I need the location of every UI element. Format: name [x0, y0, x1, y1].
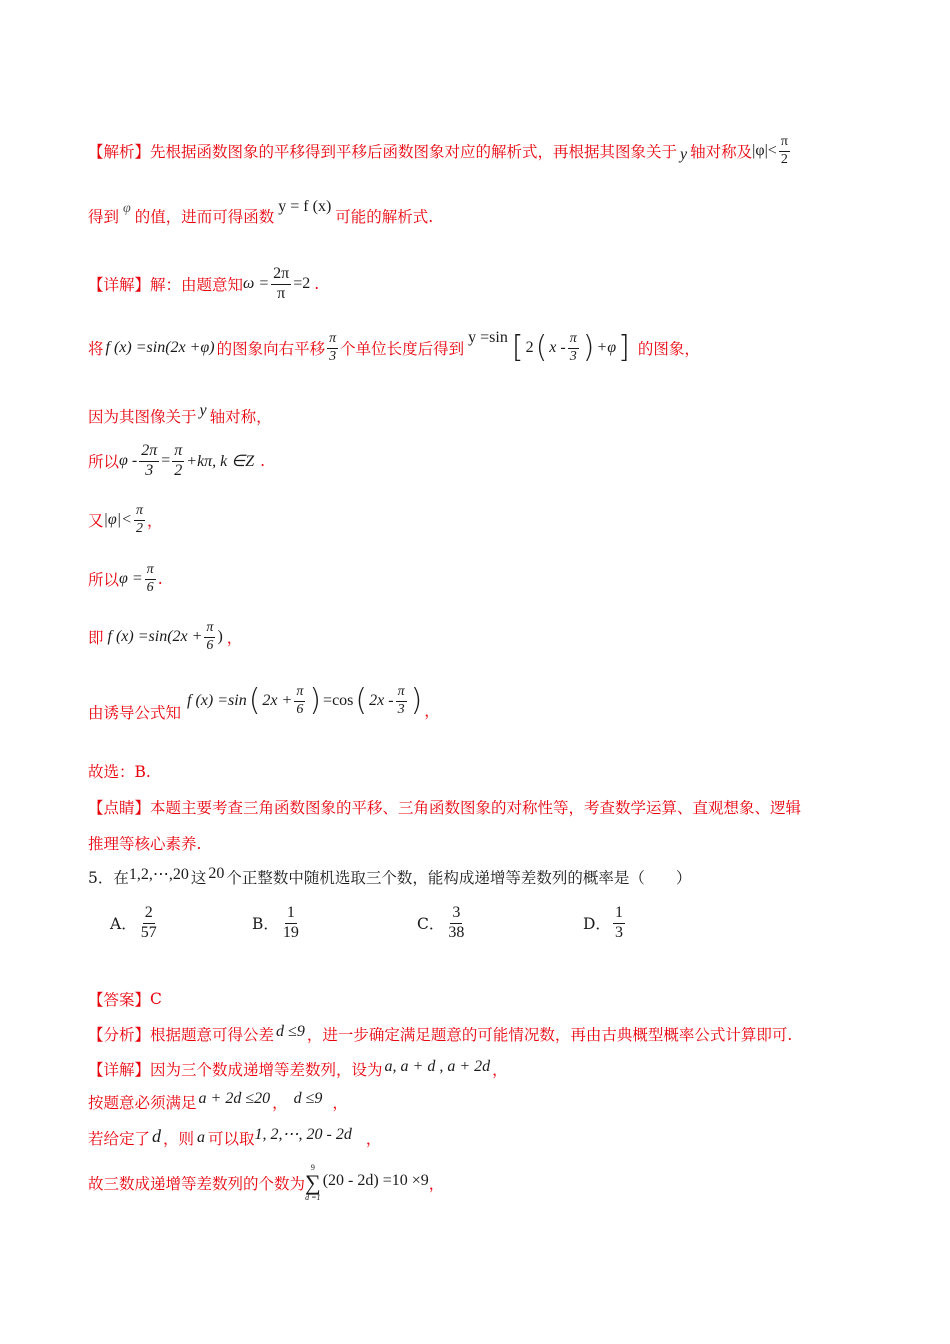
text: 由诱导公式知 [88, 704, 182, 722]
symmetry-line [88, 402, 870, 430]
math-fraction [327, 332, 338, 364]
analysis-line-cont [88, 200, 870, 232]
choice-b[interactable] [252, 905, 303, 942]
math-expr: d ≤9 [293, 1090, 323, 1107]
text: 的值，进而可得函数 [134, 208, 275, 226]
frac-numerator: π [396, 685, 407, 702]
question-5 [88, 864, 870, 890]
frac-denominator: 3 [397, 701, 405, 717]
answer-line [88, 986, 870, 1012]
text: 得到 [88, 208, 120, 226]
frac-numerator: π [327, 332, 338, 349]
text: ， [146, 512, 163, 530]
text: 若给定了 [88, 1130, 151, 1148]
frac-numerator: π [568, 332, 579, 349]
math-expr: f (x) =sin(2x +φ) [105, 339, 215, 356]
text: 故三数成递增等差数列的个数为 [88, 1175, 306, 1193]
text: 可能的解析式. [335, 208, 434, 226]
count-line [88, 1160, 870, 1206]
math-var: φ [123, 201, 131, 216]
text: ，进一步确定满足题意的可能情况数，再由古典概型概率公式计算即可. [306, 1026, 793, 1044]
text: 个单位长度后得到 [340, 340, 465, 358]
text: 因为三个数成递增等差数列，设为 [150, 1061, 383, 1079]
bracket-left: [ [511, 330, 524, 365]
choice-d[interactable] [583, 905, 627, 942]
frac-denominator: 57 [140, 923, 157, 941]
result-line [88, 614, 870, 660]
frac-denominator: 38 [448, 923, 465, 941]
analysis-line [88, 133, 870, 167]
frac-denominator: 6 [206, 637, 214, 653]
frac-numerator: 1 [285, 905, 297, 924]
bound-line [88, 498, 870, 542]
frac-denominator: 3 [569, 348, 577, 364]
text: 又 [88, 512, 104, 530]
induction-line [88, 674, 870, 728]
math-fraction [568, 332, 579, 364]
frac-numerator: π [779, 135, 790, 152]
sum-lower: d =1 [305, 1193, 321, 1202]
frac-denominator: π [277, 284, 286, 302]
math-var: y [680, 146, 688, 163]
math-fraction [281, 905, 301, 942]
paren-right: ) [582, 330, 595, 365]
frac-denominator: 3 [145, 461, 154, 479]
choice-letter: B． [252, 915, 279, 934]
detail2-line [88, 1056, 870, 1082]
math-expr: (20 - 2d) =10 ×9 [322, 1172, 429, 1189]
text: 故选：B. [88, 763, 151, 781]
text: ， [365, 1130, 382, 1148]
comment-line-cont [88, 830, 870, 856]
math-expr: +φ [596, 339, 617, 356]
math-expr: 20 [208, 865, 225, 882]
math-expr: 2x - [369, 692, 394, 709]
frac-denominator: 3 [614, 923, 623, 941]
math-expr: 2 [525, 339, 534, 356]
choices-row [110, 905, 870, 949]
section-tag: 【解析】 [88, 143, 151, 161]
paren-left: ( [355, 683, 368, 718]
frac-denominator: 3 [329, 348, 337, 364]
math-expr: 1, 2,⋯, 20 - 2d [254, 1126, 352, 1143]
math-expr: 2x + [262, 692, 293, 709]
text: 轴对称， [209, 408, 272, 426]
math-fraction [139, 443, 159, 480]
text: 本题主要考查三角函数图象的平移、三角函数图象的对称性等，考查数学运算、直观想象、逻辑 [150, 799, 802, 817]
frac-numerator: 2π [139, 443, 159, 462]
comment-line [88, 794, 870, 820]
bracket-right: ] [618, 330, 630, 365]
text: 解：由题意知 [150, 276, 244, 294]
text: ， [424, 702, 440, 720]
answer-value: C [150, 990, 162, 1008]
math-fraction [139, 905, 159, 942]
math-expr: =cos [323, 692, 354, 709]
math-fraction [134, 504, 145, 536]
math-fraction [779, 135, 790, 167]
math-expr: f (x) =sin [187, 692, 247, 709]
text: . [260, 452, 266, 470]
math-expr: ) [217, 628, 223, 645]
text: 所以 [88, 453, 120, 471]
math-expr: φ = [119, 570, 143, 587]
section-tag: 【详解】 [88, 1061, 151, 1079]
frac-denominator: 6 [146, 579, 154, 595]
paren-left: ( [248, 683, 261, 718]
text: 因为其图像关于 [88, 408, 197, 426]
math-fraction [294, 685, 305, 717]
math-expr: a, a + d , a + 2d [384, 1058, 491, 1075]
frac-numerator: π [134, 504, 145, 521]
frac-numerator: 2 [143, 905, 155, 924]
text: 个正整数中随机选取三个数，能构成递增等差数列的概率是（ ） [226, 869, 692, 887]
frac-numerator: 2π [271, 266, 291, 285]
sigma-icon: ∑ [305, 1170, 321, 1195]
frac-denominator: 6 [296, 701, 304, 717]
text: ， [226, 629, 243, 647]
math-fraction [145, 563, 156, 595]
choice-letter: C． [417, 915, 445, 934]
math-expr: 1,2,⋯,20 [128, 866, 189, 883]
question-number: 5．在 [88, 869, 129, 887]
text: . [157, 570, 163, 588]
range-line [88, 1125, 870, 1151]
frac-numerator: 1 [613, 905, 625, 924]
frac-denominator: 2 [135, 520, 143, 536]
math-fraction [204, 621, 215, 653]
text: 的图象向右平移 [216, 340, 326, 358]
frac-numerator: π [294, 685, 305, 702]
choice-c[interactable] [417, 905, 468, 942]
math-expr: y = f (x) [278, 198, 332, 215]
solve-line [88, 438, 870, 484]
fenxi-line [88, 1021, 870, 1047]
frac-denominator: 2 [174, 461, 183, 479]
text: ， [428, 1175, 445, 1193]
math-expr: f (x) =sin(2x + [107, 628, 203, 645]
math-expr: ω = [243, 275, 270, 292]
math-expr: |φ|< [752, 142, 777, 159]
detail-line [88, 262, 870, 306]
section-tag: 【详解】 [88, 276, 151, 294]
text: ， [492, 1061, 508, 1079]
math-expr: φ - [119, 452, 138, 469]
text: . [314, 275, 320, 293]
choose-line [88, 758, 870, 784]
math-expr: = [161, 452, 171, 469]
math-var: d [152, 1125, 162, 1146]
math-expr: a + 2d ≤20 [198, 1090, 271, 1107]
phi-line [88, 557, 870, 601]
math-fraction [613, 905, 625, 942]
math-expr: =2 [293, 275, 311, 292]
text: 先根据函数图象的平移得到平移后函数图象对应的解析式，再根据其图象关于 [150, 143, 678, 161]
paren-right: ) [410, 683, 423, 718]
text: 所以 [88, 571, 120, 589]
text: ， [272, 1094, 288, 1112]
sum-upper: 9 [310, 1163, 315, 1172]
section-tag: 【点睛】 [88, 799, 151, 817]
section-tag: 【分析】 [88, 1026, 151, 1044]
math-expr: +kπ, k ∈Z [186, 453, 255, 470]
paren-right: ) [309, 683, 322, 718]
text: ，则 [163, 1130, 195, 1148]
frac-denominator: 2 [780, 151, 788, 167]
text: 可以取 [208, 1130, 255, 1148]
choice-letter: A． [110, 915, 137, 934]
math-fraction [271, 266, 291, 303]
paren-left: ( [535, 330, 548, 365]
summation [305, 1164, 321, 1202]
math-fraction [396, 685, 407, 717]
math-expr: d ≤9 [276, 1023, 305, 1040]
section-tag: 【答案】 [88, 991, 151, 1009]
frac-numerator: π [172, 443, 184, 462]
text: 按题意必须满足 [88, 1094, 197, 1112]
math-expr: y =sin [468, 329, 508, 346]
frac-numerator: π [204, 621, 215, 638]
text: 轴对称及 [690, 143, 753, 161]
text: ， [332, 1094, 348, 1112]
frac-numerator: 3 [450, 905, 462, 924]
condition-line [88, 1089, 870, 1115]
frac-denominator: 19 [282, 923, 299, 941]
math-var: a [197, 1129, 206, 1146]
math-expr: x - [549, 339, 566, 356]
math-fraction [172, 443, 184, 480]
text: 根据题意可得公差 [150, 1026, 275, 1044]
text: 的图象， [637, 340, 700, 358]
math-fraction [446, 905, 466, 942]
math-var: y [199, 402, 207, 419]
math-expr: |φ|< [103, 511, 132, 528]
frac-numerator: π [145, 563, 156, 580]
text: 将 [88, 340, 104, 358]
choice-letter: D． [583, 915, 611, 934]
text: 推理等核心素养. [88, 835, 202, 853]
text: 这 [190, 869, 207, 887]
text: 即 [88, 629, 104, 647]
shift-line [88, 322, 870, 374]
choice-a[interactable] [110, 905, 161, 942]
